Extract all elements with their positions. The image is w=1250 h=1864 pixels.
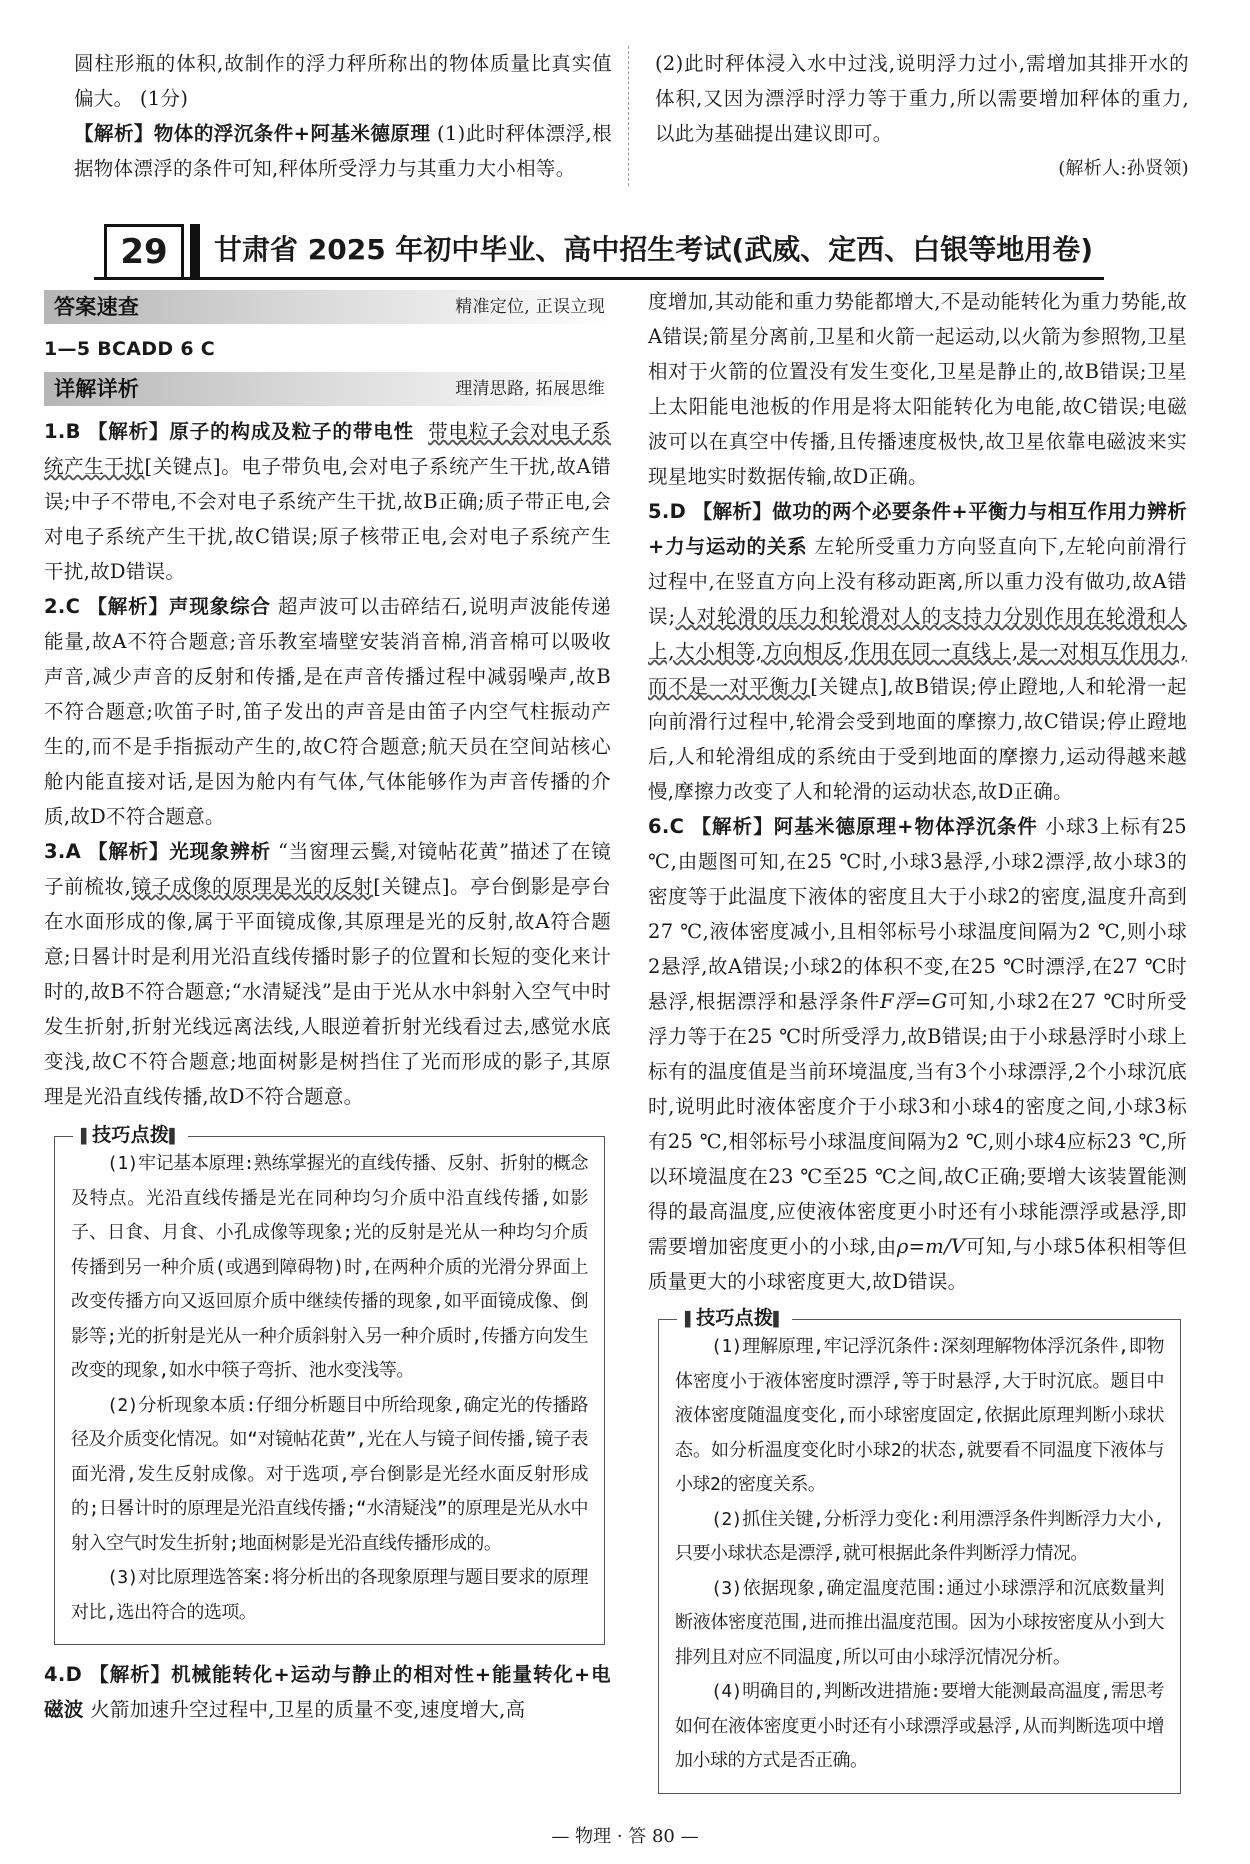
question-2 bbox=[44, 589, 611, 834]
tip-box-2-title: ▌ 技巧点拨 ▌ bbox=[677, 1303, 792, 1335]
tip-box-2 bbox=[658, 1307, 1181, 1794]
top-left-continuation bbox=[74, 46, 612, 186]
analysis-tag: 【解析】物体的浮沉条件+阿基米德原理 bbox=[74, 122, 431, 145]
answer-key: 1—5 BCADD 6 C bbox=[44, 338, 216, 360]
details-title: 详解详析 bbox=[54, 377, 140, 401]
q4-number: 4. bbox=[44, 1663, 66, 1686]
details-subtitle: 理清思路, 拓展思维 bbox=[455, 379, 605, 399]
top-left-analysis bbox=[74, 116, 612, 186]
q1-tag: 【解析】原子的构成及粒子的带电性 bbox=[87, 420, 414, 443]
q3-pre: “当窗理云鬓,对镜帖花黄”描述了在镜子前梳妆, bbox=[44, 840, 611, 898]
q3-tag: 【解析】光现象辨析 bbox=[88, 840, 271, 863]
top-right-text: (2)此时秤体浸入水中过浅,说明浮力过小,需增加其排开水的体积,又因为漂浮时浮力等于重力,所以需要增加秤体的重力,以此为基础提出建议即可。 bbox=[655, 52, 1189, 145]
q6-text-2: 可知,小球2在27 ℃时所受浮力等于在25 ℃时所受浮力,故B错误;由于小球悬浮时小球上标有的温度值是当前环境温度,当有3个小球漂浮,2个小球沉底时,说明此时液体密度介于小球3和小球4的密度之间,小球3标有25 ℃,相邻标号小球温度间隔为2 ℃,则小球4应标23 ℃,所以环境温度在23 ℃至25 ℃之间,故C正确;要增大该装置能测得的最高温度,应使液体密度更小时还有小球能漂浮或悬浮,即需要增加密度更小的小球,由 bbox=[648, 990, 1187, 1258]
right-column bbox=[648, 284, 1187, 1806]
q3-number: 3. bbox=[44, 840, 66, 863]
q1-text: 。电子带负电,会对电子系统产生干扰,故A错误;中子不带电,不会对电子系统产生干扰,故B正确;质子带正电,会对电子系统产生干扰,故C错误;原子核带正电,会对电子系统产生干扰,故D错误。 bbox=[44, 455, 611, 583]
q1-number: 1. bbox=[44, 420, 66, 443]
q5-answer: D bbox=[669, 500, 687, 523]
q3-answer: A bbox=[65, 840, 81, 863]
column-divider bbox=[628, 46, 629, 186]
exam-number: 29 bbox=[104, 224, 184, 280]
tip-box-1 bbox=[54, 1124, 605, 1645]
q4-tag: 【解析】机械能转化+运动与静止的相对性+能量转化+电磁波 bbox=[44, 1663, 611, 1721]
tip-1-para-3: (3)对比原理选答案:将分析出的各现象原理与题目要求的原理对比,选出符合的选项。 bbox=[71, 1567, 588, 1623]
left-column bbox=[44, 284, 611, 1727]
q6-tag: 【解析】阿基米德原理+物体浮沉条件 bbox=[691, 815, 1038, 838]
q1-answer: B bbox=[65, 420, 81, 443]
q5-tag: 【解析】做功的两个必要条件+平衡力与相互作用力辨析+力与运动的关系 bbox=[648, 500, 1188, 558]
page-footer: — 物理 · 答 80 — bbox=[551, 1826, 699, 1847]
q1-keymark: [关键点] bbox=[144, 455, 221, 478]
q3-text: 。亭台倒影是亭台在水面形成的像,属于平面镜成像,其原理是光的反射,故A符合题意;日晷计时是利用光沿直线传播时影子的位置和长短的变化来计时的,故B不符合题意;“水清疑浅”是由于光从水中斜射入空气中时发生折射,折射光线远离法线,人眼逆着折射光线看过去,感觉水底变浅,故C不符合题意;地面树影是树挡住了光而形成的影子,其原理是光沿直线传播,故D不符合题意。 bbox=[44, 875, 612, 1108]
q2-tag: 【解析】声现象综合 bbox=[87, 595, 271, 618]
tip-1-para-1: (1)牢记基本原理:熟练掌握光的直线传播、反射、折射的概念及特点。光沿直线传播是光在同种均匀介质中沿直线传播,如影子、日食、月食、小孔成像等现象;光的反射是光从一种均匀介质传播到另一种介质(或遇到障碍物)时,在两种介质的光滑分界面上改变传播方向又返回原介质中继续传播的现象,如平面镜成像、倒影等;光的折射是光从一种介质斜射入另一种介质时,传播方向发生改变的现象,如水中筷子弯折、池水变浅等。 bbox=[71, 1153, 588, 1381]
question-4 bbox=[44, 1657, 611, 1727]
q5-keymark: [关键点] bbox=[810, 675, 888, 698]
analysis-text: (1)此时秤体漂浮,根据物体漂浮的条件可知,秤体所受浮力与其重力大小相等。 bbox=[74, 122, 612, 180]
q5-number: 5. bbox=[648, 500, 670, 523]
q3-keymark: [关键点] bbox=[373, 875, 450, 898]
question-3 bbox=[44, 834, 611, 1114]
q6-formula-buoyancy: F浮=G bbox=[880, 990, 948, 1013]
q6-number: 6. bbox=[648, 815, 670, 838]
q6-text-1: 小球3上标有25 ℃,由题图可知,在25 ℃时,小球3悬浮,小球2漂浮,故小球3的密度等于此温度下液体的密度且大于小球2的密度,温度升高到27 ℃,液体密度减小,且相邻标号小球温度间隔为2 ℃,则小球2悬浮,故A错误;小球2的体积不变,在25 ℃时漂浮,在27 ℃时悬浮,根据漂浮和悬浮条件 bbox=[648, 815, 1187, 1013]
question-4-cont: 度增加,其动能和重力势能都增大,不是动能转化为重力势能,故A错误;箭星分离前,卫星和火箭一起运动,以火箭为参照物,卫星相对于火箭的位置没有发生变化,卫星是静止的,故B错误;卫星上太阳能电池板的作用是将太阳能转化为电能,故C错误;电磁波可以在真空中传播,且传播速度极快,故卫星依靠电磁波来实现星地实时数据传输,故D正确。 bbox=[648, 290, 1187, 488]
top-left-line: 圆柱形瓶的体积,故制作的浮力秤所称出的物体质量比真实值偏大。 (1分) bbox=[74, 52, 612, 110]
question-1 bbox=[44, 414, 611, 589]
q4-answer: D bbox=[65, 1663, 83, 1686]
question-6 bbox=[648, 809, 1187, 1299]
tip-2-para-2: (2)抓住关键,分析浮力变化:利用漂浮条件判断浮力大小,只要小球状态是漂浮,就可根据此条件判断浮力情况。 bbox=[675, 1508, 1164, 1564]
tip-2-para-3: (3)依据现象,确定温度范围:通过小球漂浮和沉底数量判断液体密度范围,进而推出温度范围。因为小球按密度从小到大排列且对应不同温度,所以可由小球浮沉情况分析。 bbox=[675, 1577, 1164, 1668]
q1-key-point: 带电粒子会对电子系统产生干扰 bbox=[44, 420, 612, 478]
exam-title: 甘肃省 2025 年初中毕业、高中招生考试(武威、定西、白银等地用卷) bbox=[214, 233, 1094, 266]
banner-underline bbox=[94, 277, 1104, 280]
q3-key-point: 镜子成像的原理是光的反射 bbox=[131, 875, 374, 898]
q5-key-point: 人对轮滑的压力和轮滑对人的支持力分别作用在轮滑和人上,大小相等,方向相反,作用在同一直线上,是一对相互作用力,而不是一对平衡力 bbox=[648, 605, 1187, 698]
q5-text: ,故B错误;停止蹬地,人和轮滑一起向前滑行过程中,轮滑会受到地面的摩擦力,故C错误;停止蹬地后,人和轮滑组成的系统由于受到地面的摩擦力,运动得越来越慢,摩擦力改变了人和轮滑的运动状态,故D正确。 bbox=[648, 675, 1187, 803]
details-header bbox=[44, 372, 611, 406]
tip-2-para-4: (4)明确目的,判断改进措施:要增大能测最高温度,需思考如何在液体密度更小时还有小球漂浮或悬浮,从而判断选项中增加小球的方式是否正确。 bbox=[675, 1681, 1164, 1771]
question-5 bbox=[648, 494, 1187, 809]
tip-1-para-2: (2)分析现象本质:仔细分析题目中所给现象,确定光的传播路径及介质变化情况。如“对镜帖花黄”,光在人与镜子间传播,镜子表面光滑,发生反射成像。对于选项,亭台倒影是光经水面反射形成的;日晷计时的原理是光沿直线传播;“水清疑浅”的原理是光从水中射入空气时发生折射;地面树影是光沿直线传播形成的。 bbox=[71, 1394, 588, 1554]
answers-title: 答案速查 bbox=[54, 295, 140, 319]
tip-box-1-title: ▌ 技巧点拨 ▌ bbox=[73, 1120, 188, 1152]
tip-2-para-1: (1)理解原理,牢记浮沉条件:深刻理解物体浮沉条件,即物体密度小于液体密度时漂浮,等于时悬浮,大于时沉底。题目中液体密度随温度变化,而小球密度固定,依据此原理判断小球状态。如分析温度变化时小球2的状态,就要看不同温度下液体与小球2的密度关系。 bbox=[675, 1336, 1164, 1495]
q6-text-3: 可知,与小球5体积相等但质量更大的小球密度更大,故D错误。 bbox=[648, 1235, 1187, 1293]
top-right-continuation bbox=[655, 46, 1189, 186]
q2-number: 2. bbox=[44, 595, 66, 618]
answers-header bbox=[44, 290, 611, 324]
banner-bar bbox=[190, 224, 200, 278]
q6-formula-density: ρ=m/V bbox=[896, 1235, 966, 1258]
q2-answer: C bbox=[65, 595, 81, 618]
q2-text: 超声波可以击碎结石,说明声波能传递能量,故A不符合题意;音乐教室墙壁安装消音棉,消音棉可以吸收声音,减少声音的反射和传播,是在声音传播过程中减弱噪声,故B不符合题意;吹笛子时,笛子发出的声音是由笛子内空气柱振动产生的,而不是手指振动产生的,故C符合题意;航天员在空间站核心舱内能直接对话,是因为舱内有气体,气体能够作为声音传播的介质,故D不符合题意。 bbox=[44, 595, 612, 828]
q5-pre: 左轮所受重力方向竖直向下,左轮向前滑行过程中,在竖直方向上没有移动距离,所以重力没有做功,故A错误; bbox=[648, 535, 1187, 628]
answers-subtitle: 精准定位, 正误立现 bbox=[455, 297, 605, 317]
q6-answer: C bbox=[669, 815, 685, 838]
signature: (解析人:孙贤领) bbox=[1058, 158, 1189, 179]
q4-text-left: 火箭加速升空过程中,卫星的质量不变,速度增大,高 bbox=[83, 1698, 526, 1721]
exam-banner bbox=[94, 222, 1104, 278]
